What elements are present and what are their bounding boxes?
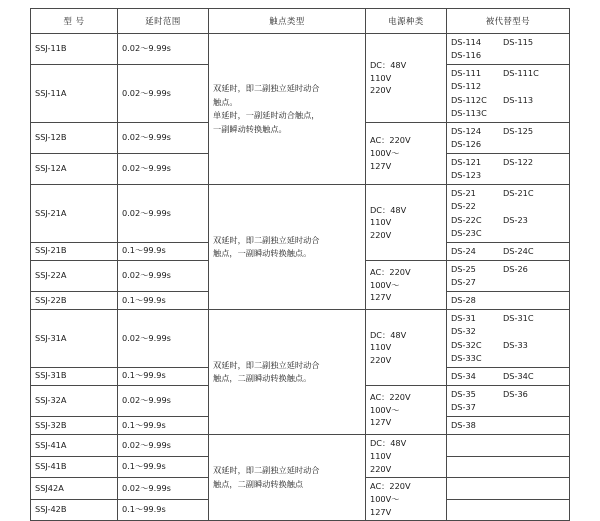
replaced-model-item: DS-124 — [451, 125, 482, 136]
column-header-replaced-model: 被代替型号 — [447, 9, 570, 34]
replaced-model-item: DS-25 — [451, 263, 476, 274]
specification-table — [30, 8, 570, 521]
cell-delay-range: 0.02～9.99s — [118, 65, 209, 123]
replaced-model-item: DS-113 — [503, 94, 534, 105]
replaced-model-item: DS-112C — [451, 94, 487, 105]
column-header-power-type: 电源种类 — [366, 9, 447, 34]
cell-contact-type: 双延时，即二副独立延时动合 触点。 单延时，一副延时动合触点， 一副瞬动转换触点。 — [209, 34, 366, 185]
cell-model: SSJ-11A — [31, 65, 118, 123]
replaced-model-item: DS-35 — [451, 388, 476, 399]
cell-delay-range: 0.1～99.9s — [118, 242, 209, 260]
cell-replaced-model — [447, 242, 570, 260]
replaced-model-item: DS-21 — [451, 188, 476, 199]
cell-replaced-model — [447, 385, 570, 416]
replaced-model-item: DS-23 — [503, 214, 528, 225]
replaced-model-item: DS-115 — [503, 37, 534, 47]
replaced-model-item: DS-121 — [451, 157, 482, 167]
cell-replaced-model — [447, 292, 570, 310]
cell-contact-type: 双延时，即二副独立延时动合 触点，一副瞬动转换触点。 — [209, 185, 366, 310]
replaced-model-item: DS-34 — [451, 370, 476, 381]
cell-delay-range: 0.02～9.99s — [118, 310, 209, 368]
cell-delay-range: 0.02～9.99s — [118, 154, 209, 185]
column-header-contact-type: 触点类型 — [209, 9, 366, 34]
table-header — [31, 9, 570, 34]
cell-replaced-model — [447, 260, 570, 291]
cell-model: SSJ-22B — [31, 292, 118, 310]
replaced-model-item: DS-32C — [451, 339, 482, 350]
replaced-model-item: DS-126 — [451, 138, 482, 149]
replaced-model-item: DS-28 — [451, 295, 476, 306]
column-header-delay-range: 延时范围 — [118, 9, 209, 34]
cell-delay-range: 0.1～99.9s — [118, 499, 209, 521]
table-row — [31, 185, 570, 243]
cell-power-type: DC：48V 110V 220V — [366, 34, 447, 123]
replaced-model-item: DS-112 — [451, 81, 482, 92]
cell-replaced-model — [447, 367, 570, 385]
cell-replaced-model — [447, 456, 570, 478]
cell-delay-range: 0.1～99.9s — [118, 417, 209, 435]
cell-model: SSJ42A — [31, 478, 118, 500]
cell-model: SSJ-11B — [31, 34, 118, 65]
cell-power-type: DC：48V 110V 220V — [366, 435, 447, 478]
cell-delay-range: 0.1～99.9s — [118, 292, 209, 310]
cell-replaced-model — [447, 65, 570, 123]
cell-delay-range: 0.02～9.99s — [118, 478, 209, 500]
cell-replaced-model — [447, 34, 570, 65]
table-row — [31, 34, 570, 65]
replaced-model-item: DS-33 — [503, 339, 528, 350]
cell-model: SSJ-32B — [31, 417, 118, 435]
cell-delay-range: 0.1～99.9s — [118, 367, 209, 385]
cell-model: SSJ-41A — [31, 435, 118, 457]
cell-replaced-model — [447, 185, 570, 243]
cell-power-type: AC：220V 100V～ 127V — [366, 478, 447, 521]
table-body — [31, 34, 570, 521]
replaced-model-item: DS-26 — [503, 263, 528, 274]
cell-model: SSJ-21A — [31, 185, 118, 243]
cell-model: SSJ-22A — [31, 260, 118, 291]
replaced-model-item: DS-37 — [451, 402, 476, 412]
replaced-model-item: DS-123 — [451, 170, 482, 181]
replaced-model-item: DS-113C — [451, 107, 487, 118]
replaced-model-item: DS-116 — [451, 50, 482, 61]
cell-contact-type: 双延时，即二副独立延时动合 触点，二副瞬动转换触点 — [209, 435, 366, 521]
cell-replaced-model — [447, 478, 570, 500]
replaced-model-item: DS-24C — [503, 245, 534, 256]
cell-delay-range: 0.02～9.99s — [118, 260, 209, 291]
column-header-model: 型 号 — [31, 9, 118, 34]
replaced-model-item: DS-22 — [451, 201, 476, 212]
cell-model: SSJ-21B — [31, 242, 118, 260]
replaced-model-item: DS-122 — [503, 157, 534, 167]
document-page — [0, 8, 600, 517]
cell-delay-range: 0.02～9.99s — [118, 385, 209, 416]
replaced-model-item: DS-32 — [451, 326, 476, 337]
replaced-model-item: DS-38 — [451, 420, 476, 431]
replaced-model-item: DS-111C — [503, 68, 539, 79]
cell-model: SSJ-31A — [31, 310, 118, 368]
cell-model: SSJ-12A — [31, 154, 118, 185]
replaced-model-item: DS-22C — [451, 214, 482, 225]
table-row — [31, 435, 570, 457]
cell-power-type: AC：220V 100V～ 127V — [366, 260, 447, 309]
cell-model: SSJ-12B — [31, 122, 118, 153]
cell-replaced-model — [447, 310, 570, 368]
cell-power-type: DC：48V 110V 220V — [366, 185, 447, 261]
cell-model: SSJ-42B — [31, 499, 118, 521]
replaced-model-item: DS-36 — [503, 388, 528, 399]
replaced-model-item: DS-34C — [503, 370, 534, 381]
cell-replaced-model — [447, 122, 570, 153]
cell-replaced-model — [447, 435, 570, 457]
replaced-model-item: DS-23C — [451, 227, 482, 238]
cell-model: SSJ-31B — [31, 367, 118, 385]
replaced-model-item: DS-33C — [451, 352, 482, 363]
cell-replaced-model — [447, 154, 570, 185]
cell-model: SSJ-41B — [31, 456, 118, 478]
replaced-model-item: DS-114 — [451, 37, 482, 47]
cell-contact-type: 双延时，即二副独立延时动合 触点，二副瞬动转换触点。 — [209, 310, 366, 435]
replaced-model-item: DS-21C — [503, 188, 534, 199]
cell-delay-range: 0.02～9.99s — [118, 34, 209, 65]
replaced-model-item: DS-31C — [503, 313, 534, 324]
cell-delay-range: 0.02～9.99s — [118, 185, 209, 243]
cell-power-type: AC：220V 100V～ 127V — [366, 122, 447, 185]
cell-delay-range: 0.02～9.99s — [118, 435, 209, 457]
cell-model: SSJ-32A — [31, 385, 118, 416]
replaced-model-item: DS-31 — [451, 313, 476, 324]
replaced-model-item: DS-24 — [451, 245, 476, 256]
table-row — [31, 310, 570, 368]
cell-replaced-model — [447, 499, 570, 521]
cell-power-type: AC：220V 100V～ 127V — [366, 385, 447, 434]
cell-delay-range: 0.02～9.99s — [118, 122, 209, 153]
cell-delay-range: 0.1～99.9s — [118, 456, 209, 478]
replaced-model-item: DS-27 — [451, 277, 476, 287]
replaced-model-item: DS-111 — [451, 68, 482, 79]
cell-power-type: DC：48V 110V 220V — [366, 310, 447, 386]
replaced-model-item: DS-125 — [503, 125, 534, 136]
header-row — [31, 9, 570, 34]
cell-replaced-model — [447, 417, 570, 435]
